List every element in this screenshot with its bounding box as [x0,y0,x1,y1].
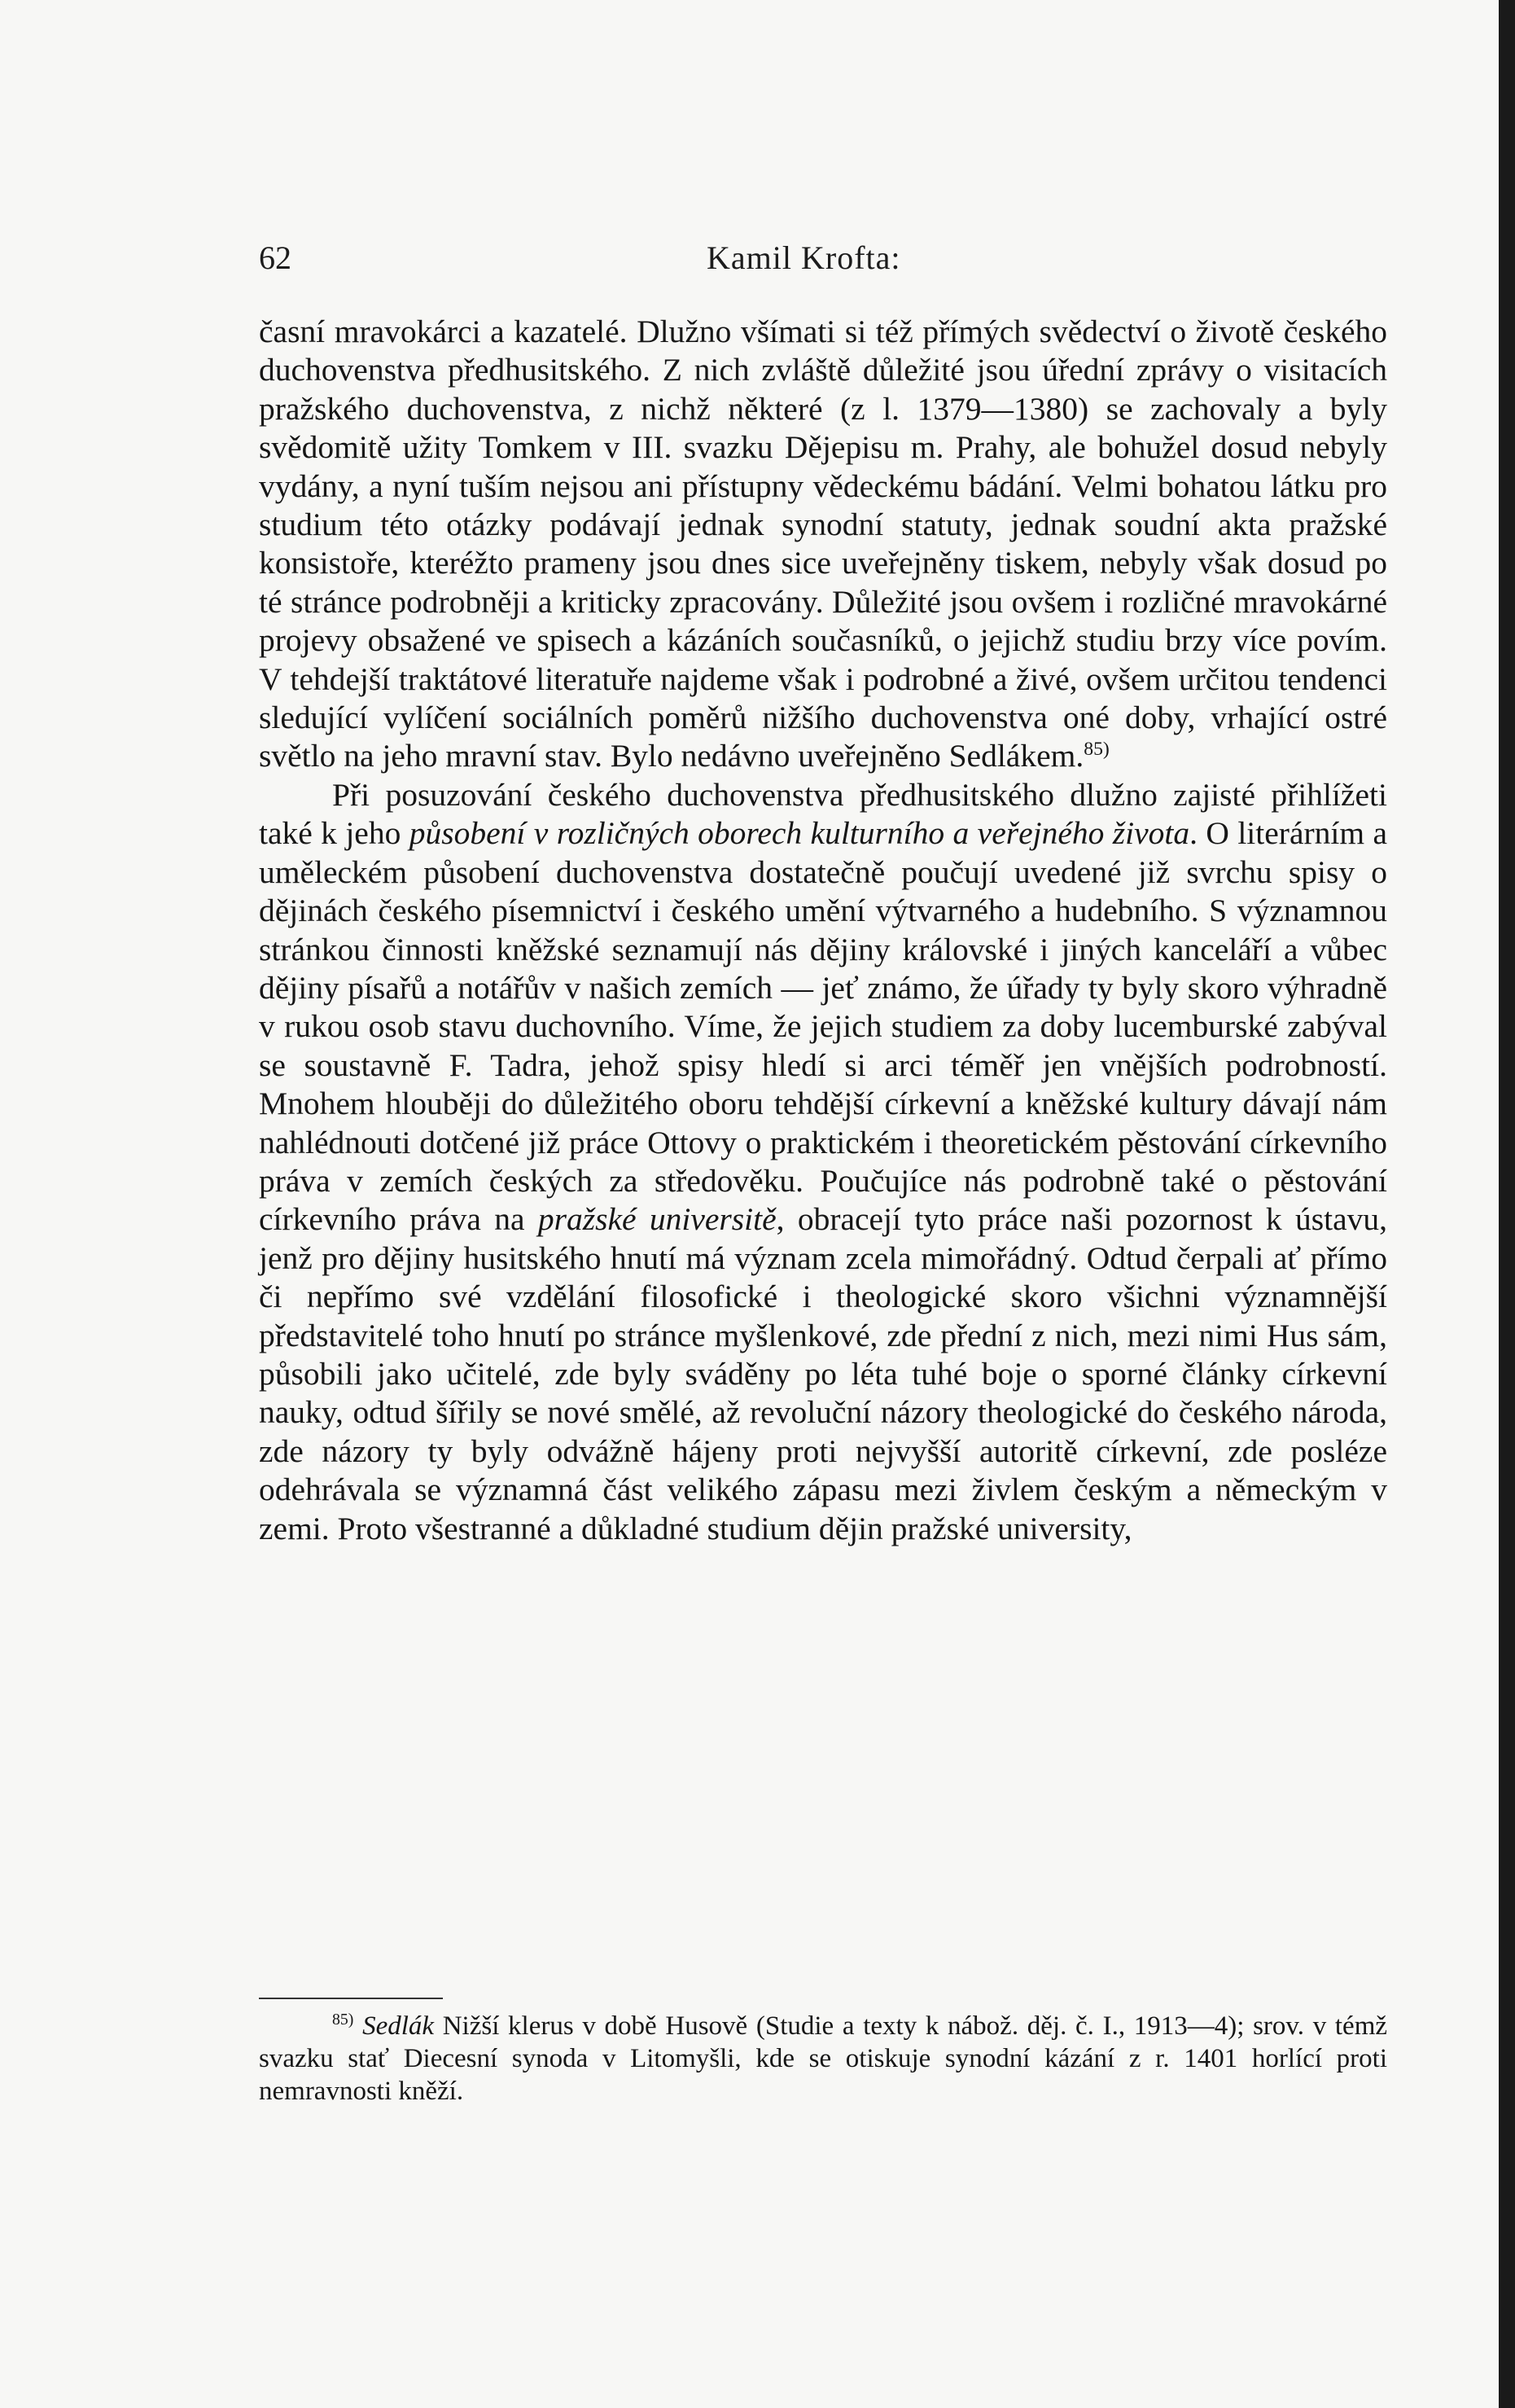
footnote-marker: 85) [332,2011,354,2029]
paragraph-text: Při posuzování českého duchovenstva předhusitského dlužno zajisté přihlížeti také k jeho [259,776,1387,852]
paragraph-text: , obracejí tyto práce naši pozornost k ústavu, jenž pro dějiny husitského hnutí má význam zcela mimořádný. Odtud čerpali ať přímo či nepřímo své vzdělání filosofické i theologické skoro všichni významnější představitelé toho hnutí po stránce myšlenkové, zde přední z nich, mezi nimi Hus sám, působili jako učitelé, zde byly sváděny po léta tuhé boje o sporné články církevní nauky, odtud šířily se nové smělé, až revoluční názory theologické do českého národa, zde názory ty byly odvážně hájeny proti nejvyšší autoritě církevní, zde posléze odehrávala se významná část velikého zápasu mezi živlem českým a německým v zemi. Proto všestranné a důkladné studium dějin pražské university, [259,1201,1387,1546]
footnote-text: Nižší klerus v době Husově (Studie a texty k nábož. děj. č. I., 1913—4); srov. v témž svazku stať Diecesní synoda v Litomyšli, kde se otiskuje synodní kázání z r. 1401 horlící proti nemravnosti kněží. [259,2011,1388,2106]
emphasis-text: působení v rozličných oborech kulturního a veřejného života [409,815,1190,852]
paragraph [259,313,1387,776]
paragraph-text: . O literárním a uměleckém působení duchovenstva dostatečně poučují uvedené již svrchu spisy o dějinách českého písemnictví i českého umění výtvarného a hudebního. S významnou stránkou činnosti kněžské seznamují nás dějiny královské i jiných kanceláří a vůbec dějiny písařů a notářův v našich zemích — jeť známo, že úřady ty byly skoro výhradně v rukou osob stavu duchovního. Víme, že jejich studiem za doby lucemburské zabýval se soustavně F. Tadra, jehož spisy hledí si arci téměř jen vnějších podrobností. Mnohem hlouběji do důležitého oboru tehdější církevní a kněžské kultury dávají nám nahlédnouti dotčené již práce Ottovy o praktickém i theoretickém pěstování církevního práva v zemích českých za středověku. Poučujíce nás podrobně také o pěstování církevního práva na [259,815,1388,1238]
footnotes [259,2010,1387,2108]
footnote-divider [259,1998,443,1999]
emphasis-text: pražské universitě [537,1201,777,1238]
page-header [259,239,1387,287]
running-head: Kamil Krofta: [707,239,901,276]
main-text [259,313,1387,1548]
footnote [259,2010,1387,2108]
page-number: 62 [259,239,291,276]
paragraph [259,776,1387,1548]
footnote-reference: 85) [1084,739,1110,761]
footnote-author: Sedlák [362,2011,435,2041]
paragraph-text: časní mravokárci a kazatelé. Dlužno všímati si též přímých svědectví o životě českého duchovenstva předhusitského. Z nich zvláště důležité jsou úřední zprávy o visitacích pražského duchovenstva, z nichž některé (z l. 1379—1380) se zachovaly a byly svědomitě užity Tomkem v III. svazku Dějepisu m. Prahy, ale bohužel dosud nebyly vydány, a nyní tuším nejsou ani přístupny vědeckému bádání. Velmi bohatou látku pro studium této otázky podávají jednak synodní statuty, jednak soudní akta pražské konsistoře, kteréžto prameny jsou dnes sice uveřejněny tiskem, nebyly však dosud po té stránce podrobněji a kriticky zpracovány. Důležité jsou ovšem i rozličné mravokárné projevy obsažené ve spisech a kázáních současníků, o jejichž studiu brzy více povím. V tehdejší traktátové literatuře najdeme však i podrobné a živé, ovšem určitou tendenci sledující vylíčení sociálních poměrů nižšího duchovenstva oné doby, vrhající ostré světlo na jeho mravní stav. Bylo nedávno uveřejněno Sedlákem. [259,314,1387,774]
scan-dark-edge [1499,0,1515,2408]
